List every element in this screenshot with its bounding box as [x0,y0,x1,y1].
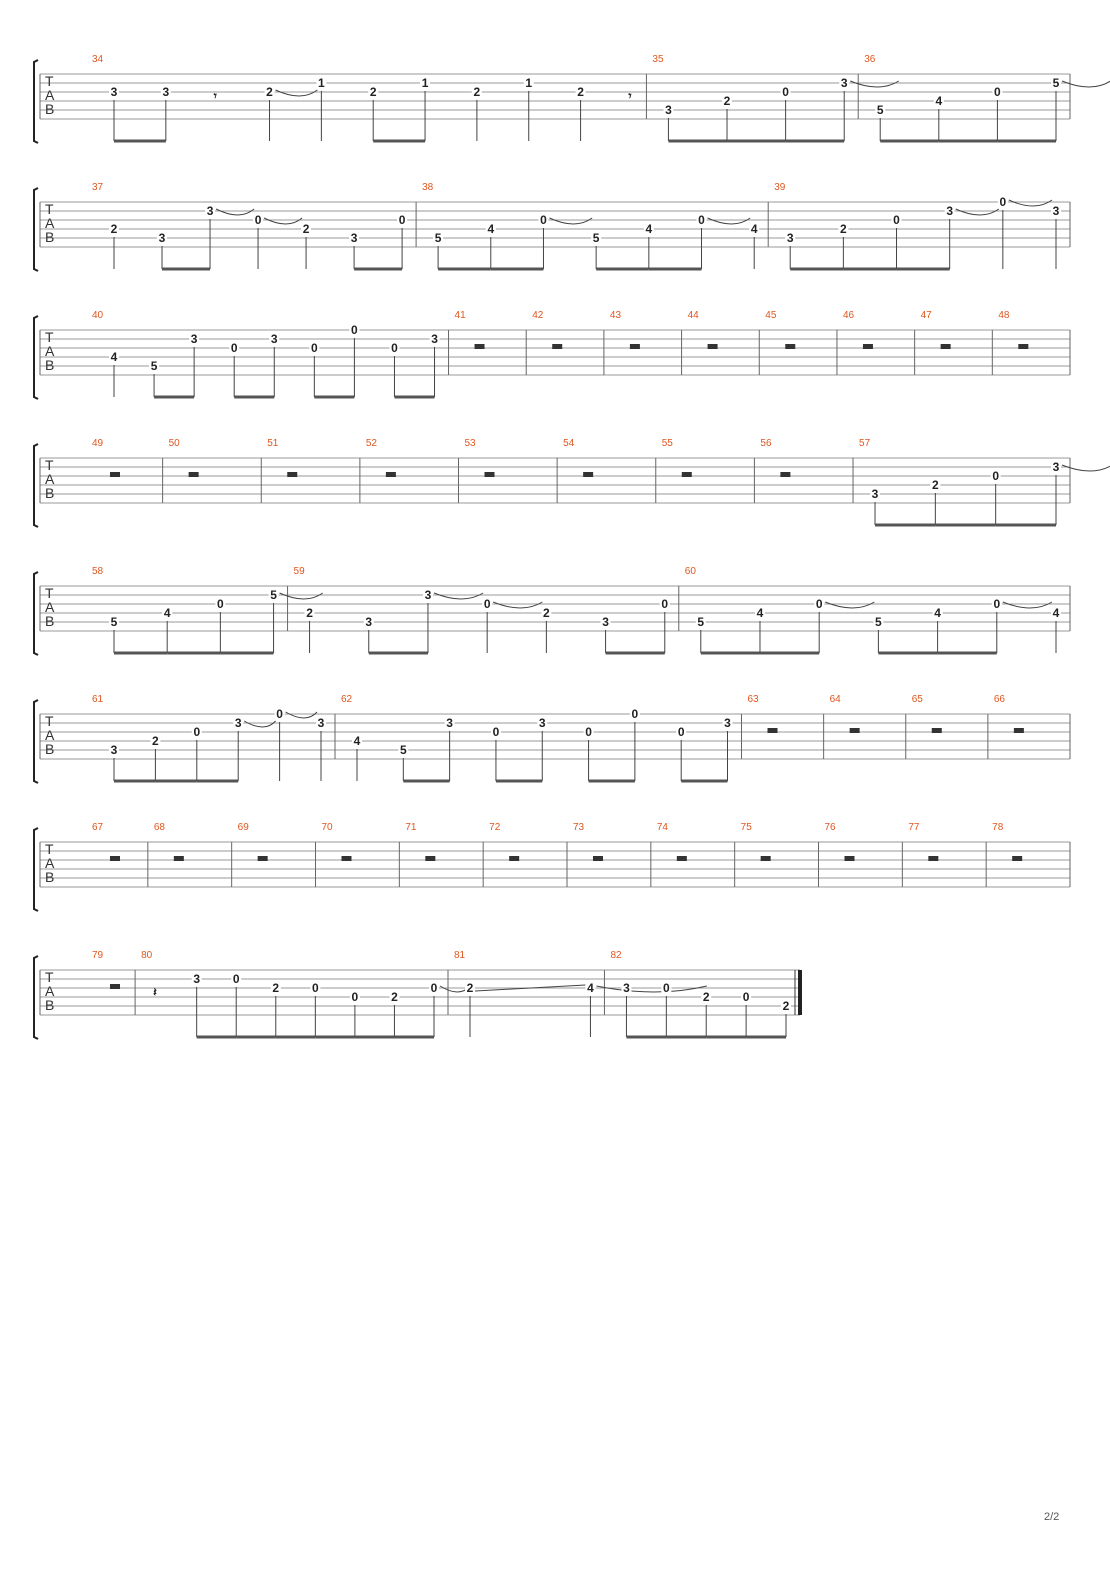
fret-number: 5 [876,103,884,117]
fret-number: 5 [434,231,442,245]
fret-number: 5 [150,359,158,373]
measure-number: 34 [92,54,104,65]
fret-number: 4 [487,222,495,236]
tie [850,81,899,87]
measure-number: 56 [760,438,772,449]
fret-number: 3 [871,487,879,501]
whole-rest [509,856,519,861]
whole-rest [850,728,860,733]
fret-number: 2 [266,85,273,99]
whole-rest [386,472,396,477]
measure-number: 46 [842,310,855,321]
tab-clef-letter: T [45,969,54,985]
tab-clef-letter: B [45,997,55,1013]
whole-rest [110,984,120,989]
whole-rest [1014,728,1024,733]
measure-number: 79 [92,950,104,961]
fret-number: 1 [318,76,325,90]
tie [216,209,254,215]
fret-number: 3 [162,85,170,99]
tie [244,721,275,727]
whole-rest [342,856,352,861]
fret-number: 0 [398,213,406,227]
fret-number: 0 [483,597,491,611]
fret-number: 0 [992,469,1000,483]
tie [708,218,751,224]
measure-number: 37 [92,182,104,193]
fret-number: 4 [587,981,594,995]
tab-clef-letter: T [45,841,54,857]
measure-number: 49 [92,438,104,449]
tab-clef-letter: A [45,343,55,359]
fret-number: 0 [893,213,900,227]
whole-rest [593,856,603,861]
whole-rest [761,856,771,861]
fret-number: 2 [702,990,710,1004]
tab-clef-letter: A [45,599,55,615]
whole-rest [708,344,718,349]
fret-number: 2 [473,85,481,99]
tab-clef-letter: A [45,727,55,743]
tie [1009,200,1052,206]
tab-clef-letter: B [45,357,55,373]
whole-rest [258,856,268,861]
whole-rest [174,856,184,861]
system-bracket [34,188,38,271]
fret-number: 5 [399,743,407,757]
whole-rest [677,856,687,861]
tab-clef-letter: A [45,87,55,103]
fret-number: 4 [110,350,118,364]
tie [549,218,592,224]
tab-clef-letter: A [45,215,55,231]
fret-number: 2 [723,94,731,108]
measure-number: 55 [661,438,673,449]
measure-number: 71 [405,822,417,833]
tie [276,90,318,96]
measure-number: 60 [684,566,696,577]
fret-number: 3 [1052,204,1060,218]
tab-clef-letter: T [45,329,54,345]
measure-number: 41 [454,310,466,321]
tab-clef-letter: B [45,741,55,757]
fret-number: 0 [351,990,359,1004]
fret-number: 3 [110,85,118,99]
tab-clef-letter: T [45,73,54,89]
fret-number: 3 [158,231,166,245]
fret-number: 0 [430,981,438,995]
eighth-rest: 𝄾 [628,89,632,103]
measure-number: 39 [774,182,786,193]
fret-number: 3 [946,204,954,218]
measure-number: 72 [489,822,501,833]
fret-number: 0 [742,990,750,1004]
fret-number: 4 [1052,606,1060,620]
fret-number: 0 [230,341,238,355]
measure-number: 76 [824,822,836,833]
fret-number: 0 [193,725,201,739]
measure-number: 64 [829,694,841,705]
tie [264,218,302,224]
measure-number: 38 [422,182,434,193]
page-number: 2/2 [1044,1511,1060,1523]
fret-number: 0 [217,597,224,611]
fret-number: 0 [311,981,319,995]
fret-number: 2 [543,606,550,620]
fret-number: 0 [310,341,318,355]
system-bracket [34,316,38,399]
tab-clef-letter: T [45,457,54,473]
fret-number: 3 [206,204,214,218]
fret-number: 3 [350,231,358,245]
measure-number: 48 [998,310,1010,321]
quarter-rest: 𝄽 [153,985,157,999]
measure-number: 82 [610,950,622,961]
whole-rest [1012,856,1022,861]
whole-rest [928,856,938,861]
tab-clef-letter: T [45,713,54,729]
fret-number: 3 [538,716,546,730]
fret-number: 3 [840,76,848,90]
fret-number: 0 [631,707,639,721]
fret-number: 4 [750,222,758,236]
whole-rest [941,344,951,349]
fret-number: 5 [110,615,118,629]
tab-clef-letter: A [45,471,55,487]
system-bracket [34,956,38,1039]
measure-number: 44 [687,310,699,321]
system-bracket [34,572,38,655]
fret-number: 3 [110,743,118,757]
fret-number: 2 [782,999,790,1013]
fret-number: 3 [602,615,609,629]
measure-number: 75 [740,822,752,833]
tab-clef-letter: B [45,869,55,885]
fret-number: 0 [232,972,240,986]
fret-number: 3 [193,972,201,986]
fret-number: 0 [677,725,685,739]
fret-number: 0 [540,213,547,227]
tie [434,593,483,599]
fret-number: 4 [645,222,653,236]
fret-number: 5 [697,615,705,629]
measure-number: 70 [321,822,333,833]
measure-number: 77 [908,822,920,833]
measure-number: 54 [563,438,575,449]
whole-rest [785,344,795,349]
tie [1003,602,1052,608]
fret-number: 0 [276,707,283,721]
measure-number: 81 [454,950,466,961]
tab-clef-letter: T [45,585,54,601]
whole-rest [768,728,778,733]
measure-number: 78 [992,822,1004,833]
fret-number: 3 [431,332,438,346]
fret-number: 4 [353,734,361,748]
fret-number: 0 [999,195,1007,209]
fret-number: 3 [234,716,242,730]
measure-number: 35 [652,54,664,65]
measure-number: 43 [609,310,622,321]
measure-number: 68 [153,822,165,833]
tie [825,602,874,608]
measure-number: 69 [237,822,249,833]
fret-number: 4 [163,606,171,620]
fret-number: 3 [724,716,731,730]
fret-number: 2 [152,734,159,748]
fret-number: 3 [270,332,278,346]
fret-number: 4 [934,606,941,620]
fret-number: 0 [661,597,669,611]
tab-clef-letter: A [45,855,55,871]
tie [493,602,542,608]
measure-number: 67 [92,822,104,833]
whole-rest [485,472,495,477]
measure-number: 66 [993,694,1006,705]
whole-rest [583,472,593,477]
fret-number: 0 [993,597,1001,611]
whole-rest [287,472,297,477]
system-bracket [34,60,38,143]
fret-number: 5 [1052,76,1060,90]
whole-rest [863,344,873,349]
tie [1062,81,1110,87]
fret-number: 0 [492,725,500,739]
fret-number: 0 [994,85,1001,99]
fret-number: 4 [935,94,943,108]
measure-number: 42 [532,310,544,321]
whole-rest [552,344,562,349]
measure-number: 50 [168,438,180,449]
fret-number: 0 [585,725,592,739]
fret-number: 3 [1052,460,1060,474]
whole-rest [630,344,640,349]
tie [1062,465,1110,471]
tab-clef-letter: B [45,101,55,117]
measure-number: 36 [864,54,876,65]
fret-number: 4 [756,606,764,620]
fret-number: 0 [254,213,262,227]
fret-number: 1 [421,76,429,90]
fret-number: 2 [840,222,847,236]
measure-number: 53 [464,438,476,449]
whole-rest [110,856,120,861]
tab-clef-letter: T [45,201,54,217]
fret-number: 2 [302,222,310,236]
measure-number: 80 [141,950,153,961]
measure-number: 62 [341,694,353,705]
fret-number: 2 [272,981,280,995]
fret-number: 0 [698,213,705,227]
fret-number: 2 [577,85,584,99]
measure-number: 52 [365,438,378,449]
fret-number: 1 [525,76,533,90]
whole-rest [425,856,435,861]
whole-rest [189,472,199,477]
fret-number: 3 [446,716,453,730]
fret-number: 0 [815,597,823,611]
fret-number: 3 [786,231,794,245]
measure-number: 47 [920,310,932,321]
measure-number: 45 [765,310,777,321]
fret-number: 5 [270,588,277,602]
measure-number: 51 [267,438,279,449]
measure-number: 73 [573,822,585,833]
fret-number: 5 [875,615,882,629]
tie [596,986,706,992]
fret-number: 2 [932,478,939,492]
fret-number: 2 [466,981,474,995]
measure-number: 57 [859,438,871,449]
tie [280,593,323,599]
fret-number: 3 [317,716,325,730]
fret-number: 3 [424,588,432,602]
fret-number: 3 [365,615,373,629]
whole-rest [780,472,790,477]
whole-rest [1018,344,1028,349]
tab-clef-letter: B [45,229,55,245]
tab-clef-letter: B [45,613,55,629]
fret-number: 5 [592,231,600,245]
measure-number: 65 [911,694,923,705]
system-bracket [34,700,38,783]
whole-rest [682,472,692,477]
measure-number: 61 [92,694,104,705]
fret-number: 2 [391,990,398,1004]
fret-number: 0 [782,85,789,99]
tab-clef-letter: B [45,485,55,501]
measure-number: 59 [293,566,305,577]
fret-number: 0 [662,981,670,995]
system-bracket [34,444,38,527]
measure-number: 74 [656,822,668,833]
measure-number: 63 [747,694,759,705]
tab-clef-letter: A [45,983,55,999]
fret-number: 2 [110,222,118,236]
eighth-rest: 𝄾 [213,89,217,103]
measure-number: 58 [92,566,104,577]
tie [286,712,317,718]
measure-number: 40 [92,310,104,321]
fret-number: 0 [391,341,398,355]
tie [956,209,999,215]
whole-rest [475,344,485,349]
fret-number: 2 [369,85,377,99]
whole-rest [110,472,120,477]
whole-rest [932,728,942,733]
fret-number: 3 [665,103,672,117]
fret-number: 3 [623,981,630,995]
system-bracket [34,828,38,911]
fret-number: 0 [351,323,358,337]
fret-number: 3 [190,332,198,346]
whole-rest [845,856,855,861]
fret-number: 2 [306,606,313,620]
